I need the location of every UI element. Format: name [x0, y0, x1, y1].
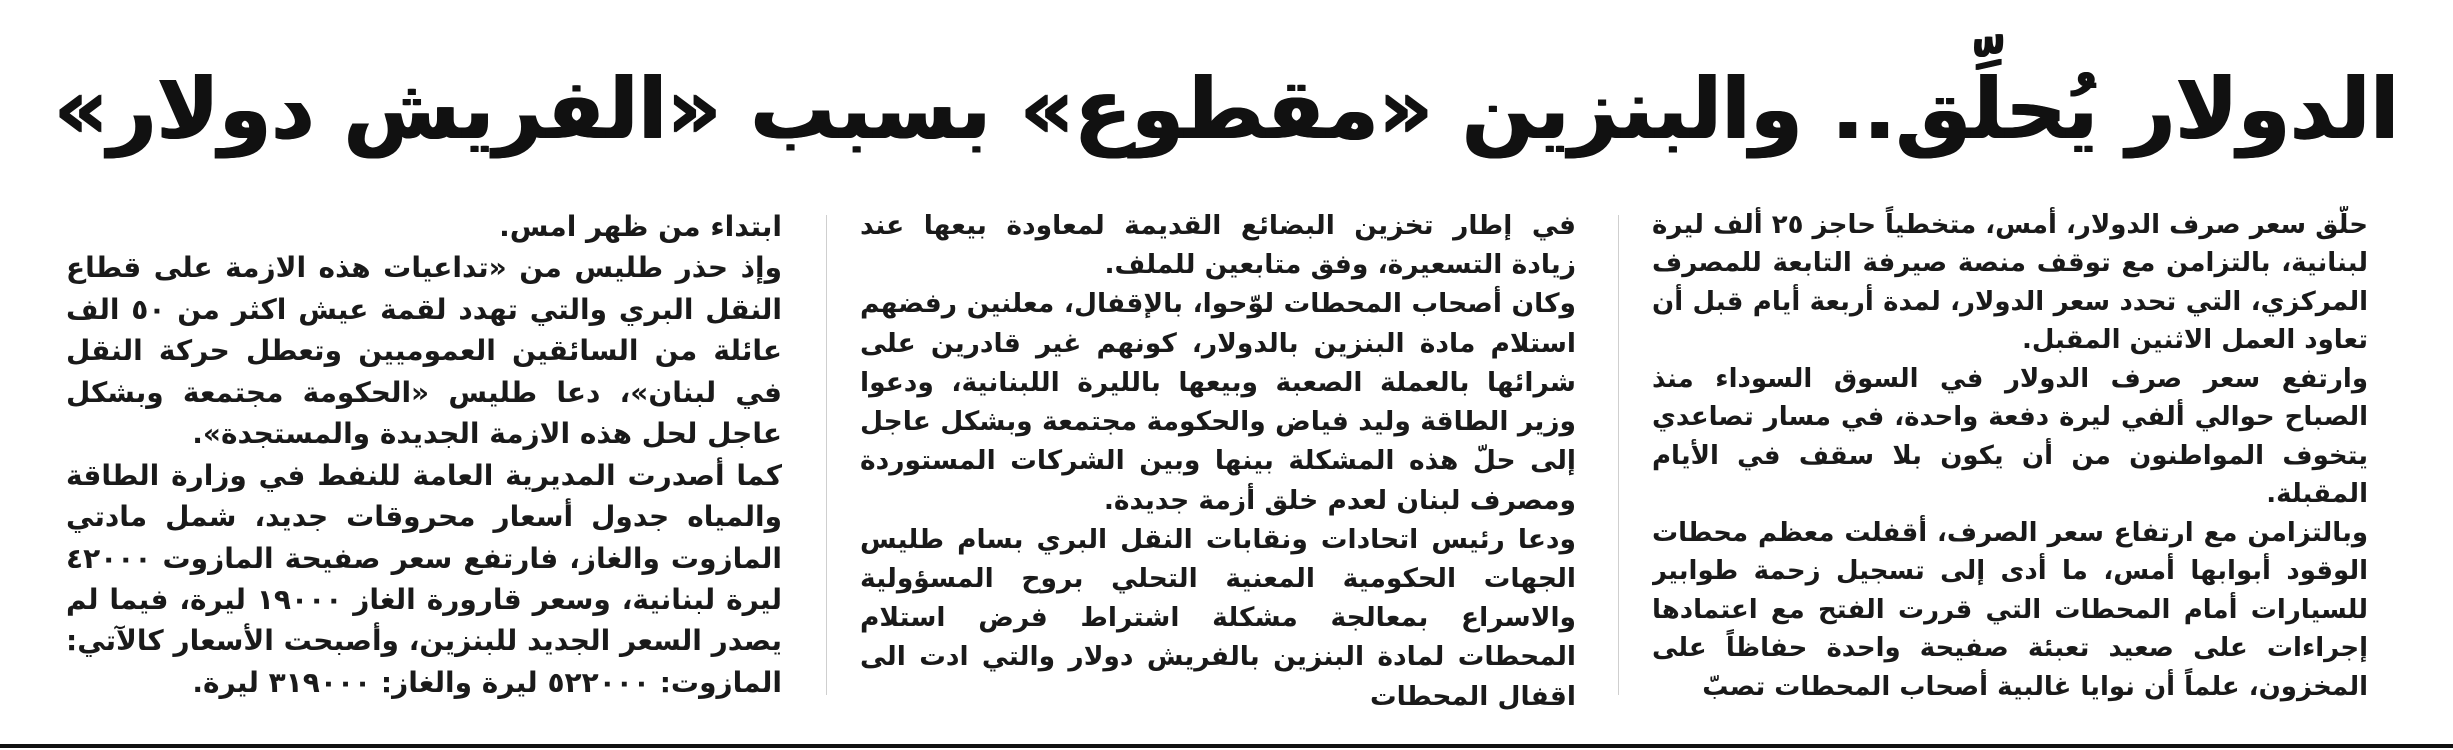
article-column-left: [66, 206, 782, 726]
article-column-middle: [860, 206, 1576, 726]
paragraph: وبالتزامن مع ارتفاع سعر الصرف، أقفلت معظم محطات الوقود أبوابها أمس، ما أدى إلى تسجيل زحمة طوابير للسيارات أمام المحطات التي قررت الفتح مع اعتمادها إجراءات على صعيد تعبئة صفيحة واحدة حفاظاً على المخزون، علماً أن نوايا غالبية أصحاب المحطات تصبّ: [1652, 517, 2368, 702]
paragraph: ودعا رئيس اتحادات ونقابات النقل البري بسام طليس الجهات الحكومية المعنية التحلي بروح المسؤولية والاسراع بمعالجة مشكلة اشتراط فرض استلام المحطات لمادة البنزين بالفريش دولار والتي ادت الى اقفال المحطات: [860, 523, 1576, 712]
paragraph: حلّق سعر صرف الدولار، أمس، متخطياً حاجز ٢٥ ألف ليرة لبنانية، بالتزامن مع توقف منصة صيرفة التابعة للمصرف المركزي، التي تحدد سعر الدولار، لمدة أربعة أيام قبل أن تعاود العمل الاثنين المقبل.: [1652, 210, 2368, 356]
column-divider: [826, 215, 827, 695]
paragraph: في إطار تخزين البضائع القديمة لمعاودة بيعها عند زيادة التسعيرة، وفق متابعين للملف.: [860, 210, 1576, 281]
article-headline: الدولار يُحلِّق.. والبنزين «مقطوع» بسبب «الفريش دولار»: [53, 60, 2400, 158]
column-divider: [1618, 215, 1619, 695]
paragraph: وإذ حذر طليس من «تداعيات هذه الازمة على قطاع النقل البري والتي تهدد لقمة عيش اكثر من ٥٠ الف عائلة من السائقين العموميين وتعطل حركة النقل في لبنان»، دعا طليس «الحكومة مجتمعة وبشكل عاجل لحل هذه الازمة الجديدة والمستجدة».: [66, 251, 782, 451]
paragraph: وارتفع سعر صرف الدولار في السوق السوداء منذ الصباح حوالي ألفي ليرة دفعة واحدة، في مسار تصاعدي يتخوف المواطنون من أن يكون بلا سقف في الأيام المقبلة.: [1652, 363, 2368, 510]
article-column-right: [1652, 206, 2368, 726]
bottom-rule: [0, 744, 2453, 748]
paragraph: ابتداء من ظهر امس.: [499, 210, 782, 243]
paragraph: كما أصدرت المديرية العامة للنفط في وزارة الطاقة والمياه جدول أسعار محروقات جديد، شمل مادتي المازوت والغاز، فارتفع سعر صفيحة المازوت ٤٢٠٠٠ ليرة لبنانية، وسعر قارورة الغاز ١٩٠٠٠ ليرة، فيما لم يصدر السعر الجديد للبنزين، وأصبحت الأسعار كالآتي: المازوت: ٥٢٢٠٠٠ ليرة والغاز: ٣١٩٠٠٠ ليرة.: [66, 458, 782, 699]
paragraph: وكان أصحاب المحطات لوّحوا، بالإقفال، معلنين رفضهم استلام مادة البنزين بالدولار، كونهم غير قادرين على شرائها بالعملة الصعبة وبيعها بالليرة اللبنانية، ودعوا وزير الطاقة وليد فياض والحكومة مجتمعة وبشكل عاجل إلى حلّ هذه المشكلة بينها وبين الشركات المستوردة ومصرف لبنان لعدم خلق أزمة جديدة.: [860, 288, 1576, 516]
